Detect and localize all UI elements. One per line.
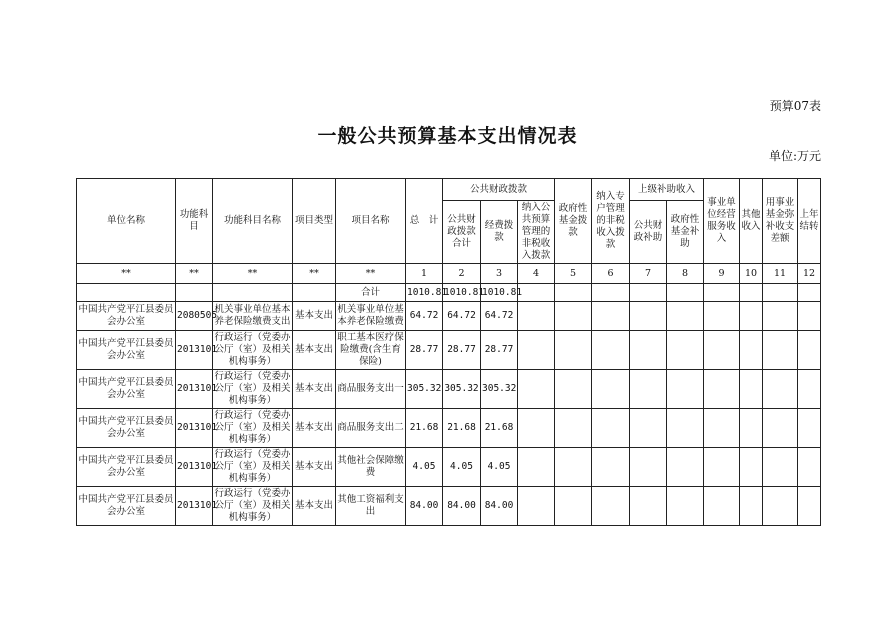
index-cell: 9	[704, 264, 740, 284]
empty-cell	[592, 370, 630, 409]
empty-cell	[798, 448, 821, 487]
empty-cell	[630, 448, 667, 487]
empty-cell	[630, 331, 667, 370]
empty-cell	[518, 448, 555, 487]
row-item-name: 机关事业单位基本养老保险缴费	[336, 302, 406, 331]
row-item-name: 其他工资福利支出	[336, 487, 406, 526]
table-row	[77, 409, 821, 448]
empty-cell	[763, 487, 798, 526]
index-cell: 3	[481, 264, 518, 284]
empty-cell	[555, 448, 592, 487]
index-cell: 12	[798, 264, 821, 284]
total-pf-funding: 1010.81	[481, 284, 518, 302]
row-unit-name: 中国共产党平江县委员会办公室	[77, 487, 176, 526]
empty-cell	[518, 409, 555, 448]
row-pf-funding: 21.68	[481, 409, 518, 448]
document-title: 一般公共预算基本支出情况表	[317, 125, 578, 147]
index-cell: **	[213, 264, 293, 284]
header-item-name: 项目名称	[336, 179, 406, 264]
index-cell: **	[336, 264, 406, 284]
row-func-code: 2013101	[176, 370, 213, 409]
row-total: 84.00	[406, 487, 443, 526]
header-pf-nontax: 纳入公共预算管理的非税收入拨款	[518, 201, 555, 264]
header-item-type: 项目类型	[293, 179, 336, 264]
row-item-type: 基本支出	[293, 331, 336, 370]
header-row-1	[77, 179, 821, 201]
row-pf-total: 64.72	[443, 302, 481, 331]
row-func-code: 2080505	[176, 302, 213, 331]
header-sub-fiscal: 公共财政补助	[630, 201, 667, 264]
row-item-name: 职工基本医疗保险缴费(含生育保险)	[336, 331, 406, 370]
row-item-name: 商品服务支出一	[336, 370, 406, 409]
empty-cell	[630, 409, 667, 448]
row-total: 4.05	[406, 448, 443, 487]
header-total: 总 计	[406, 179, 443, 264]
table-row	[77, 331, 821, 370]
row-func-name: 行政运行（党委办公厅（室）及相关机构事务）	[213, 331, 293, 370]
row-pf-funding: 28.77	[481, 331, 518, 370]
empty-cell	[704, 331, 740, 370]
empty-cell	[555, 302, 592, 331]
header-public-fiscal: 公共财政拨款	[443, 179, 555, 201]
header-func-code: 功能科目	[176, 179, 213, 264]
empty-cell	[704, 448, 740, 487]
index-cell: **	[77, 264, 176, 284]
empty-cell	[740, 370, 763, 409]
empty-cell	[667, 302, 704, 331]
empty-cell	[518, 331, 555, 370]
row-func-code: 2013101	[176, 409, 213, 448]
empty-cell	[798, 370, 821, 409]
index-cell: **	[176, 264, 213, 284]
header-pf-total: 公共财政拨款合计	[443, 201, 481, 264]
row-total: 64.72	[406, 302, 443, 331]
empty-cell	[704, 302, 740, 331]
header-biz-service: 事业单位经营服务收入	[704, 179, 740, 264]
row-item-name: 商品服务支出二	[336, 409, 406, 448]
empty-cell	[763, 302, 798, 331]
row-func-name: 机关事业单位基本养老保险缴费支出	[213, 302, 293, 331]
row-total: 21.68	[406, 409, 443, 448]
table-row	[77, 370, 821, 409]
row-unit-name: 中国共产党平江县委员会办公室	[77, 370, 176, 409]
empty-cell	[630, 370, 667, 409]
header-special-nontax: 纳入专户管理的非税收入拨款	[592, 179, 630, 264]
empty-cell	[798, 302, 821, 331]
row-item-type: 基本支出	[293, 409, 336, 448]
header-func-name: 功能科目名称	[213, 179, 293, 264]
header-carryover: 上年结转	[798, 179, 821, 264]
row-total: 28.77	[406, 331, 443, 370]
row-pf-total: 84.00	[443, 487, 481, 526]
header-superior-subsidy: 上级补助收入	[630, 179, 704, 201]
row-unit-name: 中国共产党平江县委员会办公室	[77, 448, 176, 487]
row-pf-funding: 64.72	[481, 302, 518, 331]
empty-cell	[630, 487, 667, 526]
empty-cell	[763, 409, 798, 448]
header-other-income: 其他收入	[740, 179, 763, 264]
index-cell: 10	[740, 264, 763, 284]
row-pf-funding: 84.00	[481, 487, 518, 526]
row-pf-funding: 4.05	[481, 448, 518, 487]
empty-cell	[798, 409, 821, 448]
header-gov-fund: 政府性基金拨款	[555, 179, 592, 264]
table-row	[77, 302, 821, 331]
row-func-code: 2013101	[176, 487, 213, 526]
index-cell: 2	[443, 264, 481, 284]
empty-cell	[592, 331, 630, 370]
empty-cell	[592, 302, 630, 331]
row-item-type: 基本支出	[293, 448, 336, 487]
empty-cell	[704, 409, 740, 448]
empty-cell	[740, 331, 763, 370]
index-cell: 11	[763, 264, 798, 284]
row-func-name: 行政运行（党委办公厅（室）及相关机构事务）	[213, 409, 293, 448]
empty-cell	[763, 448, 798, 487]
empty-cell	[667, 487, 704, 526]
empty-cell	[763, 370, 798, 409]
empty-cell	[667, 448, 704, 487]
table-row	[77, 448, 821, 487]
total-row	[77, 284, 821, 302]
empty-cell	[518, 487, 555, 526]
empty-cell	[592, 487, 630, 526]
empty-cell	[518, 302, 555, 331]
index-cell: 4	[518, 264, 555, 284]
index-cell: 8	[667, 264, 704, 284]
empty-cell	[740, 409, 763, 448]
header-sub-gov-fund: 政府性基金补助	[667, 201, 704, 264]
empty-cell	[555, 409, 592, 448]
row-unit-name: 中国共产党平江县委员会办公室	[77, 409, 176, 448]
index-cell: 7	[630, 264, 667, 284]
empty-cell	[667, 409, 704, 448]
row-pf-total: 28.77	[443, 331, 481, 370]
index-row	[77, 264, 821, 284]
row-func-name: 行政运行（党委办公厅（室）及相关机构事务）	[213, 448, 293, 487]
unit-label: 单位:万元	[768, 149, 821, 163]
budget-table	[76, 178, 821, 526]
index-cell: 5	[555, 264, 592, 284]
empty-cell	[798, 331, 821, 370]
row-pf-total: 21.68	[443, 409, 481, 448]
header-biz-fund: 用事业基金弥补收支差额	[763, 179, 798, 264]
empty-cell	[704, 370, 740, 409]
empty-cell	[592, 448, 630, 487]
empty-cell	[555, 370, 592, 409]
empty-cell	[555, 331, 592, 370]
header-pf-funding: 经费拨款	[481, 201, 518, 264]
empty-cell	[740, 448, 763, 487]
total-label: 合计	[336, 284, 406, 302]
total-amount: 1010.81	[406, 284, 443, 302]
empty-cell	[555, 487, 592, 526]
index-cell: 6	[592, 264, 630, 284]
row-unit-name: 中国共产党平江县委员会办公室	[77, 331, 176, 370]
empty-cell	[704, 487, 740, 526]
row-func-code: 2013101	[176, 448, 213, 487]
row-item-type: 基本支出	[293, 370, 336, 409]
row-item-type: 基本支出	[293, 302, 336, 331]
index-cell: **	[293, 264, 336, 284]
row-func-code: 2013101	[176, 331, 213, 370]
index-cell: 1	[406, 264, 443, 284]
header-unit-name: 单位名称	[77, 179, 176, 264]
empty-cell	[630, 302, 667, 331]
document-code: 预算07表	[769, 99, 821, 113]
row-unit-name: 中国共产党平江县委员会办公室	[77, 302, 176, 331]
row-item-type: 基本支出	[293, 487, 336, 526]
empty-cell	[740, 302, 763, 331]
row-item-name: 其他社会保障缴费	[336, 448, 406, 487]
total-pf-total: 1010.81	[443, 284, 481, 302]
empty-cell	[667, 331, 704, 370]
empty-cell	[518, 370, 555, 409]
row-func-name: 行政运行（党委办公厅（室）及相关机构事务）	[213, 370, 293, 409]
table-row	[77, 487, 821, 526]
row-pf-funding: 305.32	[481, 370, 518, 409]
row-pf-total: 4.05	[443, 448, 481, 487]
empty-cell	[740, 487, 763, 526]
empty-cell	[763, 331, 798, 370]
row-total: 305.32	[406, 370, 443, 409]
empty-cell	[798, 487, 821, 526]
row-pf-total: 305.32	[443, 370, 481, 409]
row-func-name: 行政运行（党委办公厅（室）及相关机构事务）	[213, 487, 293, 526]
empty-cell	[592, 409, 630, 448]
empty-cell	[667, 370, 704, 409]
